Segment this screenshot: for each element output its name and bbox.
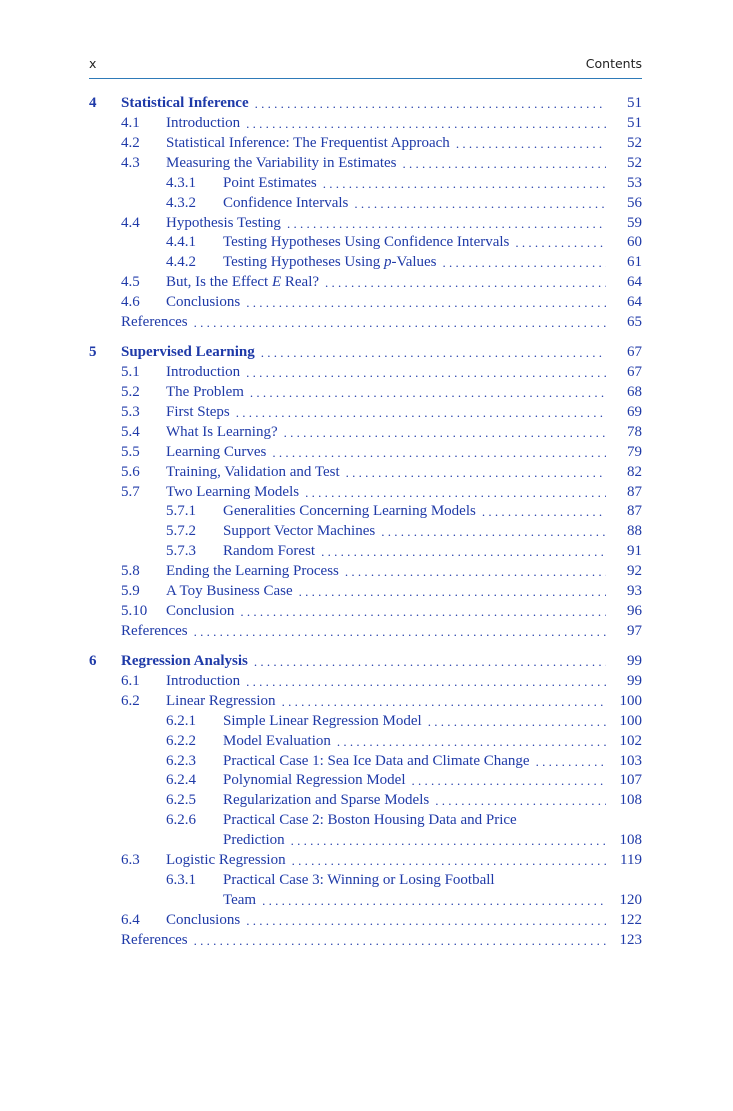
toc-entry-page[interactable]: 96: [627, 603, 642, 620]
toc-entry-page[interactable]: 67: [627, 363, 642, 380]
toc-entry-title[interactable]: Model Evaluation: [223, 732, 337, 752]
toc-entry-page[interactable]: 51: [627, 95, 642, 111]
toc-entry-number: 5.3: [121, 403, 140, 420]
leader-dots: [261, 343, 606, 363]
leader-dots: [282, 692, 606, 712]
leader-dots: [291, 831, 606, 851]
toc-entry-number: 4.4.2: [166, 254, 196, 271]
toc-entry-number: 4.1: [121, 114, 140, 131]
leader-dots: [435, 791, 606, 811]
toc-entry-page[interactable]: 99: [627, 672, 642, 689]
toc-entry-title[interactable]: Confidence Intervals: [223, 194, 354, 214]
toc-entry-page[interactable]: 122: [619, 911, 642, 928]
leader-dots: [255, 94, 606, 114]
toc-entry-number: 5.1: [121, 363, 140, 380]
leader-dots: [246, 363, 606, 383]
toc-entry-title[interactable]: First Steps: [166, 403, 236, 423]
toc-entry[interactable]: [89, 443, 642, 463]
toc-entry-number: 4.5: [121, 274, 140, 291]
toc-entry-title[interactable]: Regularization and Sparse Models: [223, 791, 435, 811]
toc-entry-page[interactable]: 97: [627, 622, 642, 639]
toc-entry-title[interactable]: Hypothesis Testing: [166, 214, 287, 234]
leader-dots: [250, 383, 606, 403]
toc-entry-number: 5.4: [121, 423, 140, 440]
leader-dots: [246, 114, 606, 134]
leader-dots: [246, 293, 606, 313]
leader-dots: [482, 502, 606, 522]
toc-entry-number: 6.4: [121, 911, 140, 928]
leader-dots: [323, 174, 606, 194]
leader-dots: [321, 542, 606, 562]
toc-entry-number: 6.2.6: [166, 812, 196, 829]
toc-entry-number: 5.7.1: [166, 503, 196, 520]
leader-dots: [443, 253, 606, 273]
toc-entry-title[interactable]: Practical Case 2: Boston Housing Data and Price: [223, 811, 523, 831]
leader-dots: [354, 194, 606, 214]
toc-entry-number: 5.2: [121, 383, 140, 400]
toc-entry-title[interactable]: Testing Hypotheses Using p-Values: [223, 253, 443, 273]
toc-entry-page[interactable]: 103: [619, 752, 642, 769]
toc-entry[interactable]: [89, 154, 642, 174]
toc-entry-title[interactable]: Simple Linear Regression Model: [223, 712, 428, 732]
toc-entry-page[interactable]: 65: [627, 314, 642, 331]
toc-entry-page[interactable]: 100: [619, 692, 642, 709]
leader-dots: [194, 622, 606, 642]
leader-dots: [403, 154, 606, 174]
toc-entry[interactable]: [89, 293, 642, 313]
toc-entry-title[interactable]: Prediction: [223, 831, 291, 851]
toc-entry-page[interactable]: 87: [627, 483, 642, 500]
leader-dots: [194, 931, 606, 951]
toc-entry-page[interactable]: 60: [627, 234, 642, 251]
toc-entry-number: 5.7.2: [166, 523, 196, 540]
toc-entry-title[interactable]: Practical Case 1: Sea Ice Data and Climate Change: [223, 752, 536, 772]
toc-entry-title[interactable]: Polynomial Regression Model: [223, 771, 412, 791]
toc-entry-number: 6.3: [121, 852, 140, 869]
toc-entry-title[interactable]: References: [121, 931, 194, 951]
toc-entry[interactable]: [89, 233, 642, 253]
toc-entry-page[interactable]: 67: [627, 344, 642, 361]
toc-entry[interactable]: [89, 602, 642, 622]
leader-dots: [272, 443, 606, 463]
toc-entry-page[interactable]: 88: [627, 523, 642, 540]
toc-entry-page[interactable]: 123: [619, 931, 642, 948]
toc-entry-title[interactable]: Statistical Inference: The Frequentist Approach: [166, 134, 456, 154]
page-header: [89, 56, 642, 79]
toc-entry[interactable]: [89, 871, 642, 891]
toc-entry-page[interactable]: 120: [619, 891, 642, 908]
toc-entry-title[interactable]: Learning Curves: [166, 443, 272, 463]
toc-entry-title[interactable]: Point Estimates: [223, 174, 323, 194]
toc-entry[interactable]: [89, 562, 642, 582]
toc-entry-title[interactable]: Training, Validation and Test: [166, 463, 346, 483]
toc-entry[interactable]: [89, 752, 642, 772]
leader-dots: [299, 582, 606, 602]
toc-entry-title[interactable]: References: [121, 622, 194, 642]
leader-dots: [305, 483, 606, 503]
page-number-roman: x: [89, 56, 97, 71]
toc-entry[interactable]: [89, 423, 642, 443]
toc-entry-page[interactable]: 119: [620, 852, 642, 869]
toc-entry-page[interactable]: 51: [627, 114, 642, 131]
toc-entry[interactable]: [89, 273, 642, 293]
toc-entry-page[interactable]: 91: [627, 543, 642, 560]
toc-entry-title[interactable]: Regression Analysis: [121, 652, 254, 672]
toc-entry[interactable]: [89, 214, 642, 234]
toc-entry-number: 4.3.2: [166, 194, 196, 211]
toc-entry-number: 6.2: [121, 692, 140, 709]
toc-entry[interactable]: [89, 732, 642, 752]
toc-entry-title[interactable]: Statistical Inference: [121, 94, 255, 114]
toc-entry[interactable]: [89, 811, 642, 831]
toc-entry[interactable]: [89, 931, 642, 951]
toc-entry-title[interactable]: Ending the Learning Process: [166, 562, 345, 582]
toc-entry-title[interactable]: Two Learning Models: [166, 483, 305, 503]
toc-entry-title[interactable]: A Toy Business Case: [166, 582, 299, 602]
toc-entry-page[interactable]: 69: [627, 403, 642, 420]
toc-entry[interactable]: [89, 791, 642, 811]
table-of-contents: [89, 94, 642, 951]
toc-entry-number: 5.7.3: [166, 543, 196, 560]
toc-entry[interactable]: [89, 911, 642, 931]
toc-entry-number: 6.2.3: [166, 752, 196, 769]
toc-entry-page[interactable]: 108: [619, 792, 642, 809]
leader-dots: [325, 273, 606, 293]
toc-entry[interactable]: [89, 463, 642, 483]
leader-dots: [381, 522, 606, 542]
leader-dots: [236, 403, 606, 423]
toc-entry[interactable]: [89, 383, 642, 403]
leader-dots: [456, 134, 606, 154]
toc-entry[interactable]: [89, 622, 642, 642]
toc-entry[interactable]: [89, 134, 642, 154]
toc-entry-number: 6.1: [121, 672, 140, 689]
toc-entry-title[interactable]: Measuring the Variability in Estimates: [166, 154, 403, 174]
toc-entry-page[interactable]: 87: [627, 503, 642, 520]
toc-entry[interactable]: [89, 542, 642, 562]
toc-entry[interactable]: [89, 253, 642, 273]
toc-entry[interactable]: [89, 771, 642, 791]
leader-dots: [428, 712, 606, 732]
toc-entry-page[interactable]: 92: [627, 563, 642, 580]
toc-entry-title[interactable]: But, Is the Effect E Real?: [166, 273, 325, 293]
toc-entry-number: 4.2: [121, 134, 140, 151]
toc-entry-title[interactable]: Testing Hypotheses Using Confidence Intervals: [223, 233, 515, 253]
toc-entry-number: 4.6: [121, 294, 140, 311]
leader-dots: [292, 851, 606, 871]
leader-dots: [412, 771, 607, 791]
leader-dots: [287, 214, 606, 234]
toc-entry-title[interactable]: Generalities Concerning Learning Models: [223, 502, 482, 522]
toc-entry-page[interactable]: 93: [627, 583, 642, 600]
toc-entry-title[interactable]: Random Forest: [223, 542, 321, 562]
toc-entry-title[interactable]: Support Vector Machines: [223, 522, 381, 542]
toc-entry-title[interactable]: Introduction: [166, 672, 246, 692]
toc-entry-page[interactable]: 79: [627, 443, 642, 460]
toc-entry-number: 4.4: [121, 214, 140, 231]
toc-entry-page[interactable]: 99: [627, 652, 642, 669]
toc-entry-page[interactable]: 64: [627, 294, 642, 311]
toc-entry-title[interactable]: The Problem: [166, 383, 250, 403]
leader-dots: [262, 891, 606, 911]
leader-dots: [194, 313, 606, 333]
toc-entry[interactable]: [89, 851, 642, 871]
toc-entry-page[interactable]: 107: [619, 772, 642, 789]
toc-entry-number: 6.3.1: [166, 872, 196, 889]
toc-entry-number: 5.7: [121, 483, 140, 500]
toc-entry-number: 6.2.4: [166, 772, 196, 789]
toc-entry-title[interactable]: Logistic Regression: [166, 851, 292, 871]
toc-entry-title[interactable]: References: [121, 313, 194, 333]
toc-entry-number: 5.10: [121, 603, 148, 620]
toc-entry-number: 6: [89, 652, 97, 669]
toc-entry-title[interactable]: Introduction: [166, 114, 246, 134]
toc-entry-number: 6.2.1: [166, 712, 196, 729]
leader-dots: [345, 562, 606, 582]
toc-entry-page[interactable]: 68: [627, 383, 642, 400]
toc-entry-page[interactable]: 78: [627, 423, 642, 440]
toc-entry-title[interactable]: Conclusion: [166, 602, 240, 622]
leader-dots: [246, 911, 606, 931]
toc-entry-number: 6.2.2: [166, 732, 196, 749]
toc-entry-number: 5.5: [121, 443, 140, 460]
toc-entry-number: 5: [89, 344, 97, 361]
toc-entry-number: 4: [89, 95, 97, 111]
toc-entry-title[interactable]: Team: [223, 891, 262, 911]
toc-entry[interactable]: [89, 522, 642, 542]
leader-dots: [515, 233, 606, 253]
toc-entry-number: 4.4.1: [166, 234, 196, 251]
toc-entry-page[interactable]: 52: [627, 154, 642, 171]
toc-entry-number: 4.3.1: [166, 174, 196, 191]
toc-entry-title[interactable]: Linear Regression: [166, 692, 282, 712]
toc-entry[interactable]: [89, 403, 642, 423]
toc-entry-page[interactable]: 53: [627, 174, 642, 191]
toc-chapter-entry[interactable]: [89, 343, 642, 363]
leader-dots: [254, 652, 606, 672]
toc-entry-page[interactable]: 59: [627, 214, 642, 231]
leader-dots: [346, 463, 606, 483]
toc-entry-number: 4.3: [121, 154, 140, 171]
leader-dots: [523, 811, 606, 831]
leader-dots: [536, 752, 606, 772]
toc-entry[interactable]: [89, 483, 642, 503]
leader-dots: [246, 672, 606, 692]
toc-entry[interactable]: [89, 891, 642, 911]
toc-entry-page[interactable]: 102: [619, 732, 642, 749]
leader-dots: [284, 423, 606, 443]
toc-entry-number: 6.2.5: [166, 792, 196, 809]
toc-entry[interactable]: [89, 502, 642, 522]
toc-entry-number: 5.6: [121, 463, 140, 480]
leader-dots: [240, 602, 606, 622]
toc-entry[interactable]: [89, 114, 642, 134]
toc-entry-page[interactable]: 100: [619, 712, 642, 729]
toc-entry[interactable]: [89, 831, 642, 851]
toc-entry-title[interactable]: Introduction: [166, 363, 246, 383]
toc-chapter-entry[interactable]: [89, 652, 642, 672]
running-head: Contents: [585, 56, 642, 71]
toc-entry-number: 5.9: [121, 583, 140, 600]
toc-entry-page[interactable]: 56: [627, 194, 642, 211]
toc-entry[interactable]: [89, 174, 642, 194]
toc-entry-page[interactable]: 64: [627, 274, 642, 291]
toc-entry-number: 5.8: [121, 563, 140, 580]
toc-entry[interactable]: [89, 313, 642, 333]
toc-entry-title[interactable]: What Is Learning?: [166, 423, 284, 443]
toc-entry-page[interactable]: 52: [627, 134, 642, 151]
toc-entry[interactable]: [89, 363, 642, 383]
toc-entry[interactable]: [89, 692, 642, 712]
toc-entry-page[interactable]: 61: [627, 254, 642, 271]
toc-entry-page[interactable]: 108: [619, 832, 642, 849]
toc-entry-title[interactable]: Conclusions: [166, 911, 246, 931]
toc-entry-title[interactable]: Conclusions: [166, 293, 246, 313]
toc-entry[interactable]: [89, 672, 642, 692]
toc-entry[interactable]: [89, 194, 642, 214]
leader-dots: [501, 871, 606, 891]
leader-dots: [337, 732, 606, 752]
toc-entry[interactable]: [89, 712, 642, 732]
toc-entry[interactable]: [89, 582, 642, 602]
toc-entry-page[interactable]: 82: [627, 463, 642, 480]
toc-entry-title[interactable]: Practical Case 3: Winning or Losing Football: [223, 871, 501, 891]
toc-entry-title[interactable]: Supervised Learning: [121, 343, 261, 363]
toc-chapter-entry[interactable]: [89, 94, 642, 114]
